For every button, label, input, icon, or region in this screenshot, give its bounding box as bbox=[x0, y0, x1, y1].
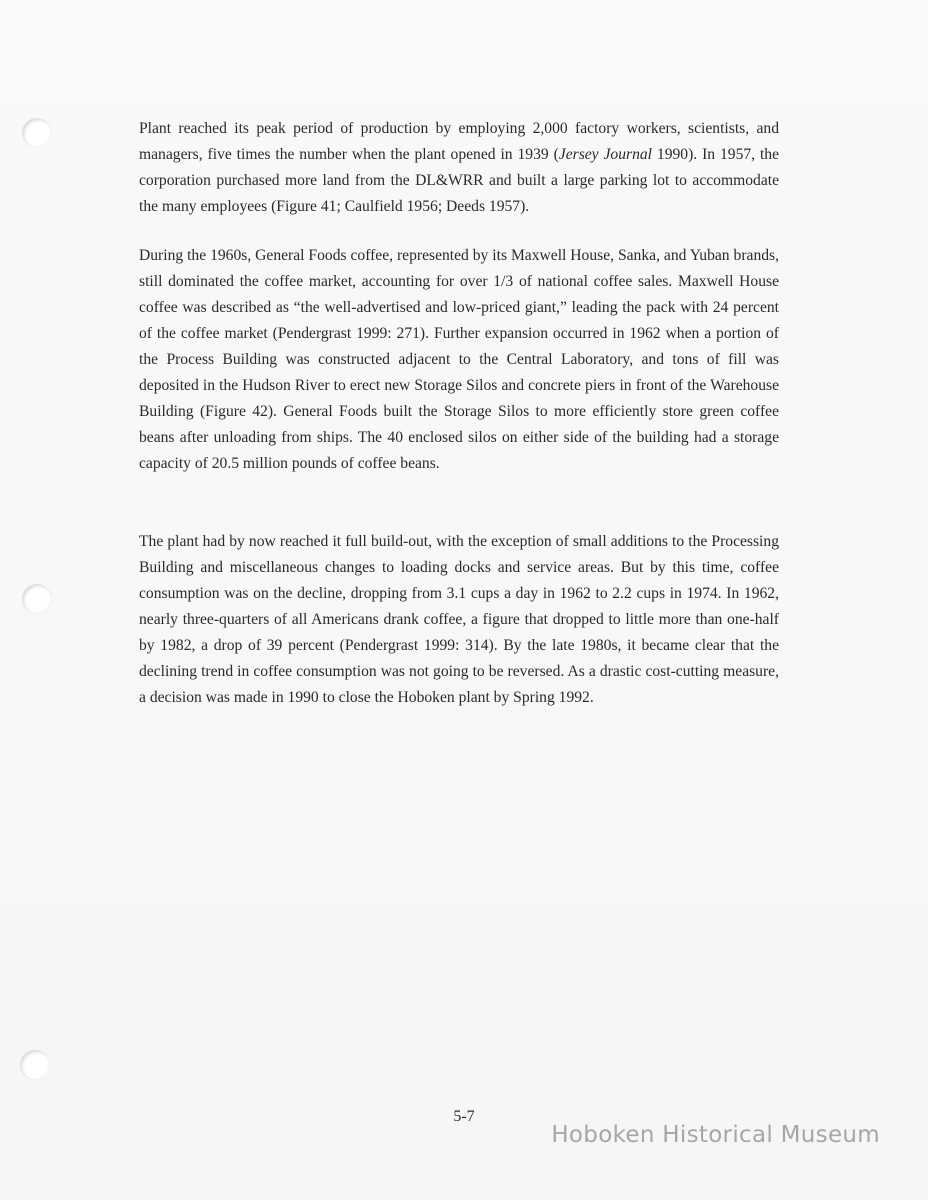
punch-hole bbox=[22, 118, 52, 148]
paragraph-3: The plant had by now reached it full build-out, with the exception of small additions to the Processing Building and miscellaneous changes to loading docks and service areas. But by this time, coffee consumption was on the decline, dropping from 3.1 cups a day in 1962 to 2.2 cups in 1974. In 1962, nearly three-quarters of all Americans drank coffee, a figure that dropped to little more than one-half by 1982, a drop of 39 percent (Pendergrast 1999: 314). By the late 1980s, it became clear that the declining trend in coffee consumption was not going to be reversed. As a drastic cost-cutting measure, a decision was made in 1990 to close the Hoboken plant by Spring 1992. bbox=[139, 533, 779, 706]
citation-journal-title: Jersey Journal bbox=[558, 146, 653, 163]
punch-hole bbox=[22, 584, 52, 614]
punch-hole bbox=[20, 1050, 50, 1080]
page-number: 5-7 bbox=[453, 1108, 475, 1125]
paragraph-1 bbox=[139, 116, 779, 220]
paragraph-1-text-end: 1990). In 1957, the corporation purchased more land from the DL&WRR and built a large parking lot to accommodate the many employees (Figure 41; Caulfield 1956; Deeds 1957). bbox=[139, 146, 780, 215]
paragraph-2: During the 1960s, General Foods coffee, represented by its Maxwell House, Sanka, and Yuban brands, still dominated the coffee market, accounting for over 1/3 of national coffee sales. Maxwell House coffee was described as “the well-advertised and low-priced giant,” leading the pack with 24 percent of the coffee market (Pendergrast 1999: 271). Further expansion occurred in 1962 when a portion of the Process Building was constructed adjacent to the Central Laboratory, and tons of fill was deposited in the Hudson River to erect new Storage Silos and concrete piers in front of the Warehouse Building (Figure 42). General Foods built the Storage Silos to more efficiently store green coffee beans after unloading from ships. The 40 enclosed silos on either side of the building had a storage capacity of 20.5 million pounds of coffee beans. bbox=[139, 247, 779, 472]
paragraph-1-text-start: Plant reached its peak period of production by employing 2,000 factory workers, scientists, and managers, five times the number when the plant opened in 1939 ( bbox=[139, 120, 779, 163]
museum-watermark: Hoboken Historical Museum bbox=[551, 1122, 880, 1148]
